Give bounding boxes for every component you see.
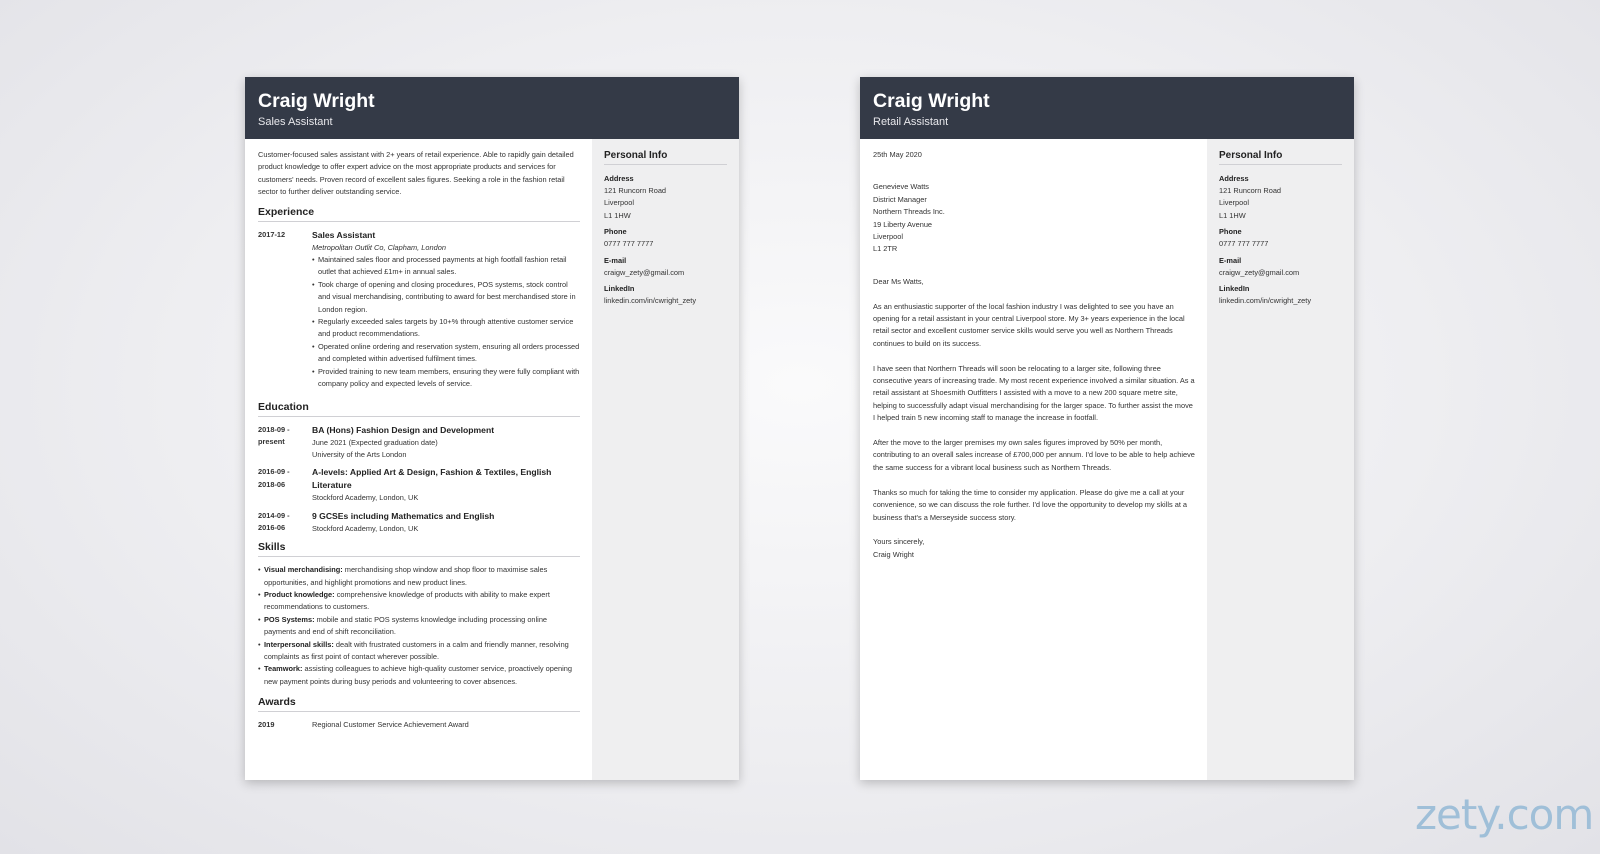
skill-item [258, 639, 580, 664]
phone-value: 0777 777 7777 [1219, 239, 1269, 249]
skill-text: mobile and static POS systems knowledge including processing online payments and end of shift reconciliation. [264, 614, 548, 637]
education-line: University of the Arts London [312, 449, 407, 459]
letter-signature: Craig Wright [873, 549, 914, 559]
skill-label: Interpersonal skills: [264, 639, 334, 649]
address-value [604, 185, 727, 222]
recipient-line: Liverpool [873, 232, 903, 242]
award-date: 2019 [258, 720, 275, 730]
education-date-end: 2018-06 [258, 479, 286, 489]
education-line: June 2021 (Expected graduation date) [312, 437, 438, 447]
recipient-line: District Manager [873, 194, 927, 204]
experience-date: 2017-12 [258, 229, 286, 239]
education-heading: Education [258, 401, 580, 417]
skill-item [258, 589, 580, 614]
email-label: E-mail [1219, 255, 1242, 265]
education-line: Stockford Academy, London, UK [312, 493, 419, 503]
company: Metropolitan Outlit Co, Clapham, London [312, 242, 446, 252]
phone-value: 0777 777 7777 [604, 239, 654, 249]
email-label: E-mail [604, 255, 627, 265]
address-line: 121 Runcorn Road [604, 186, 667, 195]
awards-heading: Awards [258, 696, 580, 712]
letter-header [860, 77, 1354, 139]
education-title: A-levels: Applied Art & Design, Fashion & Textiles, English Literature [312, 467, 552, 491]
education-entry [258, 466, 580, 504]
linkedin-value: linkedin.com/in/cwright_zety [1219, 296, 1312, 306]
address-label: Address [604, 174, 634, 183]
letter-name: Craig Wright [873, 90, 990, 112]
resume-summary: Customer-focused sales assistant with 2+ years of retail experience. Able to rapidly gain detailed product knowledge to offer expert advice on the most appropriate products and services for customers' needs. Proven record of excellent sales figures. Seeking a role in the fashion retail sector to further deliver outstanding service. [258, 150, 574, 197]
resume-main [245, 139, 592, 780]
skill-text: dealt with frustrated customers in a calm and friendly manner, resolving complaints as first point of contact wherever possible. [264, 639, 569, 661]
skill-text: comprehensive knowledge of products with ability to make expert recommendations to customers. [264, 589, 550, 612]
letter-paragraph: I have seen that Northern Threads will soon be relocating to a larger site, following three consecutive years of increasing trade. My most recent experience involved a similar situation. As a retail assistant at Shoesmith Outfitters I assisted with a move to a new 200 square metre site, helping to successfully adapt visual merchandising for the larger space. To further assist the move I helped train 5 new incoming staff to manage the increase in footfall. [873, 363, 1195, 423]
education-line: Stockford Academy, London, UK [312, 523, 419, 533]
address-line: Liverpool [1219, 198, 1249, 208]
education-date-end: 2016-06 [258, 523, 286, 533]
recipient-line: L1 2TR [873, 244, 898, 254]
experience-entry [258, 229, 580, 391]
linkedin-value: linkedin.com/in/cwright_zety [604, 296, 697, 306]
experience-bullet: • Regularly exceeded sales targets by 10+% through attentive customer service and product recommendations. [312, 316, 580, 341]
address-line: Liverpool [604, 198, 634, 208]
address-line: 121 Runcorn Road [1219, 186, 1282, 195]
letter-paragraph: After the move to the larger premises my own sales figures improved by 50% per month, contributing to an overall sales increase of £700,000 per annum. I'd love to be able to help achieve the same success for a vibrant local business such as Northern Threads. [873, 438, 1195, 472]
skill-label: POS Systems: [264, 614, 315, 624]
recipient-line: Genevieve Watts [873, 182, 929, 192]
linkedin-label: LinkedIn [1219, 284, 1250, 294]
recipient-line: 19 Liberty Avenue [873, 219, 933, 229]
skill-text: merchandising shop window and shop floor to maximise sales opportunities, and highlight promotions and new product lines. [264, 565, 548, 587]
skill-item [258, 564, 580, 589]
email-value: craigw_zety@gmail.com [1219, 267, 1300, 277]
skill-label: Teamwork: [264, 664, 303, 674]
resume-name: Craig Wright [258, 90, 375, 112]
cover-letter-page [860, 77, 1354, 780]
award-text: Regional Customer Service Achievement Award [312, 720, 469, 730]
personal-info-heading: Personal Info [1219, 150, 1342, 165]
zety-logo[interactable]: zety.com [1415, 790, 1594, 839]
letter-paragraph: As an enthusiastic supporter of the local fashion industry I was delighted to see you have an opening for a retail assistant in your central Liverpool store. My 3+ years experience in the local retail sector and excellent customer service skills would serve you well as Northern Threads continues to build on its success. [873, 301, 1185, 348]
letter-sidebar [1207, 139, 1354, 780]
letter-recipient [873, 181, 1195, 255]
award-entry [258, 719, 580, 731]
letter-closing: Yours sincerely, [873, 537, 925, 547]
skill-label: Product knowledge: [264, 589, 335, 599]
address-line: L1 1HW [604, 210, 631, 220]
education-entry [258, 510, 580, 535]
letter-role: Retail Assistant [873, 116, 949, 128]
education-title: 9 GCSEs including Mathematics and English [312, 510, 495, 521]
experience-heading: Experience [258, 206, 580, 222]
personal-info-heading: Personal Info [604, 150, 727, 165]
phone-label: Phone [604, 227, 627, 237]
education-date-end: present [258, 436, 285, 446]
skills-list [258, 564, 580, 688]
resume-page [245, 77, 739, 780]
skill-item [258, 614, 580, 639]
skill-item [258, 663, 580, 688]
phone-label: Phone [1219, 227, 1242, 237]
skill-text: assisting colleagues to achieve high-quality customer service, proactively opening new payment points during busy periods and volunteering to cover absences. [264, 664, 572, 686]
experience-bullet: • Maintained sales floor and processed payments at high footfall fashion retail outlet that achieved £1m+ in annual sales. [312, 254, 580, 279]
skill-label: Visual merchandising: [264, 565, 343, 575]
letter-salutation: Dear Ms Watts, [873, 276, 924, 286]
resume-role: Sales Assistant [258, 116, 333, 128]
address-label: Address [1219, 174, 1249, 183]
recipient-line: Northern Threads Inc. [873, 207, 945, 217]
education-title: BA (Hons) Fashion Design and Development [312, 424, 495, 435]
job-title: Sales Assistant [312, 229, 376, 240]
education-date-start: 2018-09 - [258, 424, 290, 434]
letter-date: 25th May 2020 [873, 150, 922, 159]
education-entry [258, 424, 580, 462]
experience-bullet: • Operated online ordering and reservation system, ensuring all orders processed and completed within advertised fulfilment times. [312, 341, 580, 366]
resume-header [245, 77, 739, 139]
email-value: craigw_zety@gmail.com [604, 267, 685, 277]
letter-paragraph: Thanks so much for taking the time to consider my application. Please do give me a call at your convenience, so we can discuss the role further. I'd love the opportunity to develop my skills at a business that's a Merseyside success story. [873, 487, 1188, 522]
education-date-start: 2014-09 - [258, 510, 290, 520]
address-line: L1 1HW [1219, 210, 1246, 220]
experience-bullet: • Provided training to new team members, ensuring they were fully compliant with company policy and expected levels of service. [312, 366, 580, 391]
address-value [1219, 185, 1342, 222]
education-date-start: 2016-09 - [258, 467, 290, 477]
letter-body [860, 139, 1207, 574]
skills-heading: Skills [258, 541, 580, 557]
linkedin-label: LinkedIn [604, 284, 635, 294]
experience-bullet: • Took charge of opening and closing procedures, POS systems, stock control and visual merchandising, contributing to award for best merchandised store in London region. [312, 279, 580, 316]
resume-sidebar [592, 139, 739, 780]
